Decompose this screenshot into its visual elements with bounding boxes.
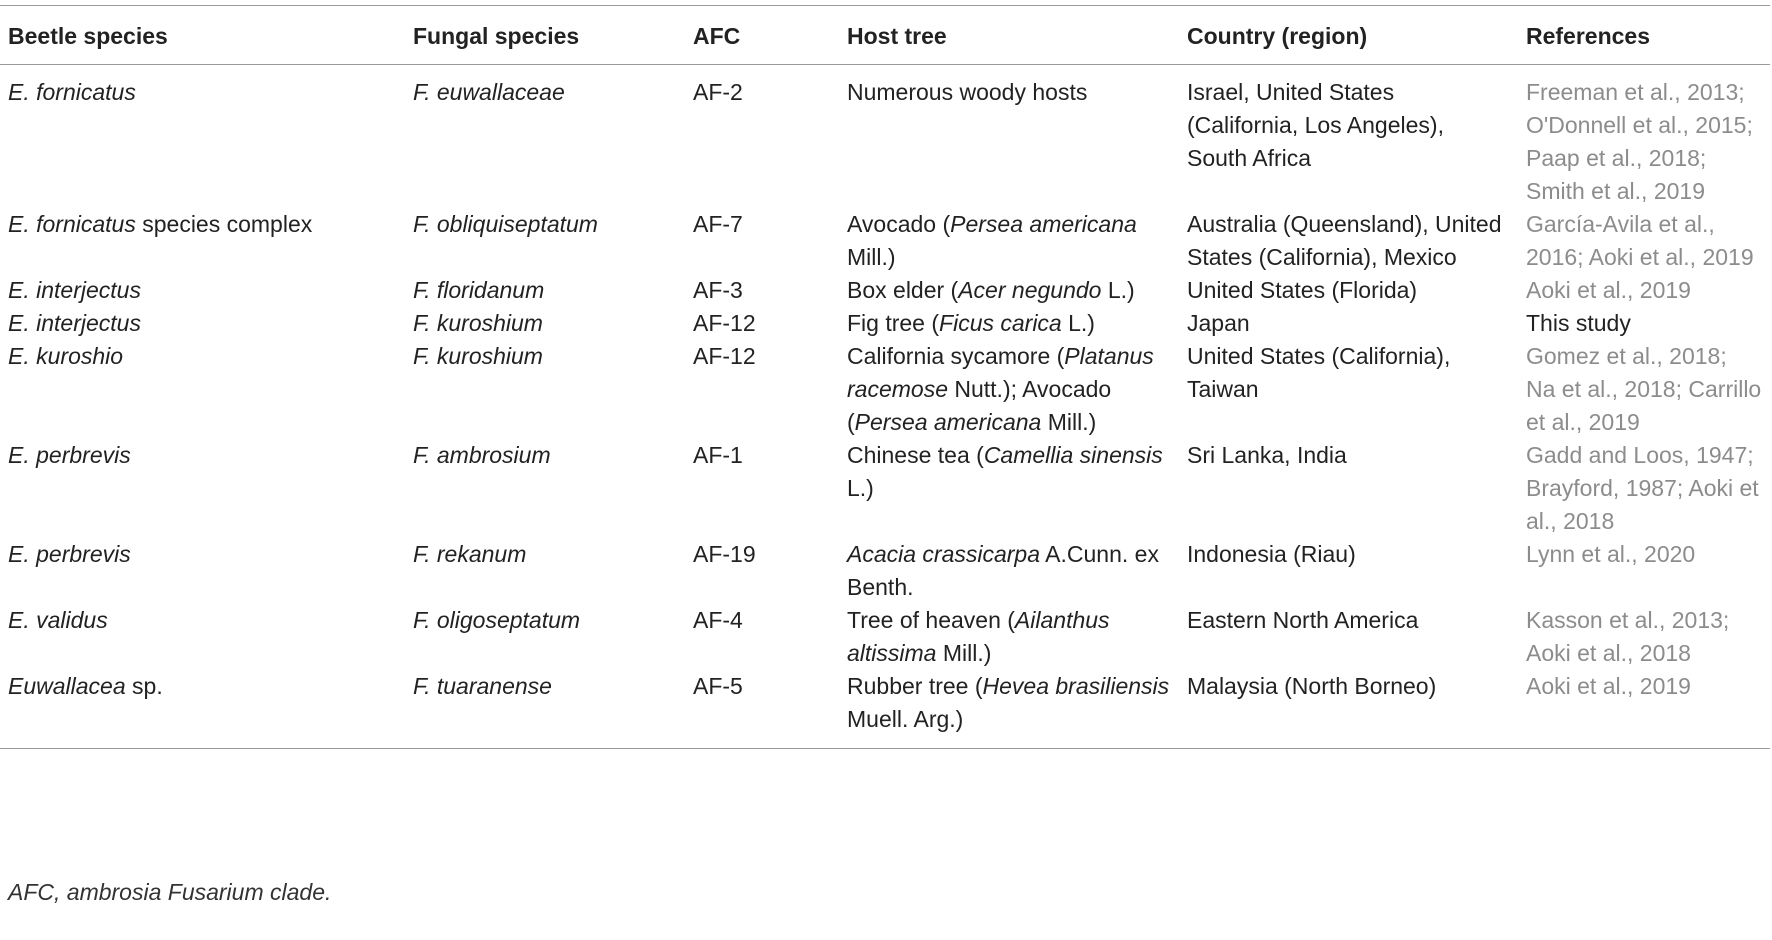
reference-link[interactable]: Gadd and Loos, 1947; Brayford, 1987; Aoki et al., 2018 [1526, 442, 1759, 534]
cell-fungal-species [405, 340, 685, 439]
cell-host-tree [839, 604, 1179, 670]
cell-host-tree-segment: Acacia crassicarpa [847, 541, 1041, 567]
cell-afc [685, 65, 839, 209]
table-body [0, 65, 1770, 749]
cell-host-tree-segment: Avocado ( [847, 211, 951, 237]
cell-fungal-species-text: F. kuroshium [413, 310, 543, 336]
cell-afc-text: AF-1 [693, 442, 743, 468]
reference-link[interactable]: Aoki et al., 2019 [1526, 673, 1691, 699]
cell-beetle-species-segment: E. kuroshio [8, 343, 124, 369]
reference-link[interactable]: García-Avila et al., 2016; Aoki et al., 2019 [1526, 211, 1754, 270]
cell-afc [685, 538, 839, 604]
cell-references[interactable] [1518, 65, 1770, 209]
cell-host-tree-segment: L.) [1101, 277, 1135, 303]
header-references: References [1526, 23, 1651, 49]
cell-beetle-species [0, 538, 405, 604]
cell-fungal-species-text: F. rekanum [413, 541, 527, 567]
cell-country-region [1179, 208, 1518, 274]
cell-beetle-species [0, 439, 405, 538]
cell-fungal-species [405, 307, 685, 340]
cell-references[interactable] [1518, 604, 1770, 670]
cell-host-tree [839, 208, 1179, 274]
cell-fungal-species-text: F. tuaranense [413, 673, 552, 699]
cell-country-region [1179, 670, 1518, 749]
cell-afc [685, 274, 839, 307]
cell-host-tree [839, 538, 1179, 604]
cell-beetle-species-segment: species complex [135, 211, 313, 237]
cell-beetle-species [0, 307, 405, 340]
cell-afc-text: AF-19 [693, 541, 756, 567]
cell-afc [685, 604, 839, 670]
cell-host-tree-segment: L.) [847, 475, 874, 501]
cell-fungal-species [405, 670, 685, 749]
cell-country-region [1179, 604, 1518, 670]
cell-host-tree-segment: Mill.) [847, 244, 896, 270]
cell-host-tree-segment: A.Cunn. ex Benth. [847, 541, 1159, 600]
cell-afc-text: AF-7 [693, 211, 743, 237]
cell-references [1518, 307, 1770, 340]
cell-country-region-text: United States (Florida) [1187, 277, 1418, 303]
cell-country-region-text: Malaysia (North Borneo) [1187, 673, 1437, 699]
cell-afc [685, 307, 839, 340]
cell-country-region-text: Sri Lanka, India [1187, 442, 1347, 468]
cell-country-region-text: Japan [1187, 310, 1250, 336]
cell-host-tree-segment: California sycamore ( [847, 343, 1065, 369]
header-fungal-species: Fungal species [413, 23, 580, 49]
cell-host-tree-segment: Persea americana [854, 409, 1042, 435]
cell-beetle-species-segment: Euwallacea [8, 673, 126, 699]
cell-beetle-species-segment: E. fornicatus [8, 211, 136, 237]
cell-afc [685, 670, 839, 749]
table-row [0, 340, 1770, 439]
cell-references[interactable] [1518, 670, 1770, 749]
cell-fungal-species-text: F. ambrosium [413, 442, 551, 468]
cell-beetle-species-segment: E. fornicatus [8, 79, 136, 105]
species-table [0, 5, 1770, 749]
cell-afc-text: AF-3 [693, 277, 743, 303]
cell-afc-text: AF-12 [693, 310, 756, 336]
cell-host-tree-segment: Platanus racemose [847, 343, 1154, 402]
table-header [0, 6, 1770, 65]
cell-host-tree-segment: Mill.) [1041, 409, 1097, 435]
table-row [0, 670, 1770, 749]
cell-host-tree-segment: Numerous woody hosts [847, 79, 1088, 105]
header-afc: AFC [693, 23, 741, 49]
cell-host-tree [839, 340, 1179, 439]
cell-fungal-species [405, 604, 685, 670]
cell-host-tree-segment: Tree of heaven ( [847, 607, 1015, 633]
cell-fungal-species [405, 274, 685, 307]
table-row [0, 208, 1770, 274]
cell-afc [685, 208, 839, 274]
cell-fungal-species [405, 538, 685, 604]
table-row [0, 65, 1770, 209]
cell-country-region-text: Australia (Queensland), United States (California), Mexico [1187, 211, 1502, 270]
reference-text: This study [1526, 310, 1631, 336]
cell-host-tree-segment: Ficus carica [939, 310, 1062, 336]
cell-host-tree-segment: Acer negundo [958, 277, 1102, 303]
table-row [0, 439, 1770, 538]
cell-beetle-species [0, 65, 405, 209]
cell-country-region [1179, 538, 1518, 604]
cell-country-region [1179, 274, 1518, 307]
cell-host-tree-segment: Persea americana [950, 211, 1137, 237]
reference-link[interactable]: Gomez et al., 2018; Na et al., 2018; Carrillo et al., 2019 [1526, 343, 1762, 435]
cell-host-tree-segment: Fig tree ( [847, 310, 940, 336]
cell-fungal-species-text: F. oligoseptatum [413, 607, 581, 633]
cell-beetle-species [0, 274, 405, 307]
cell-fungal-species-text: F. kuroshium [413, 343, 543, 369]
reference-link[interactable]: Aoki et al., 2019 [1526, 277, 1691, 303]
cell-fungal-species-text: F. floridanum [413, 277, 545, 303]
cell-references[interactable] [1518, 274, 1770, 307]
cell-host-tree-segment: Box elder ( [847, 277, 959, 303]
cell-beetle-species-segment: E. perbrevis [8, 442, 131, 468]
cell-fungal-species [405, 208, 685, 274]
cell-afc [685, 439, 839, 538]
table-row [0, 604, 1770, 670]
cell-fungal-species-text: F. obliquiseptatum [413, 211, 598, 237]
header-host-tree: Host tree [847, 23, 947, 49]
cell-afc [685, 340, 839, 439]
cell-beetle-species-segment: sp. [125, 673, 163, 699]
cell-host-tree-segment: Hevea brasiliensis [982, 673, 1170, 699]
cell-country-region-text: Indonesia (Riau) [1187, 541, 1356, 567]
cell-country-region-text: Israel, United States (California, Los Angeles), South Africa [1187, 79, 1444, 171]
cell-beetle-species [0, 670, 405, 749]
cell-references[interactable] [1518, 439, 1770, 538]
cell-host-tree-segment: Nutt.); Avocado ( [847, 376, 1112, 435]
cell-country-region [1179, 340, 1518, 439]
cell-afc-text: AF-4 [693, 607, 743, 633]
cell-host-tree-segment: Ailanthus altissima [847, 607, 1110, 666]
cell-afc-text: AF-12 [693, 343, 756, 369]
cell-country-region-text: Eastern North America [1187, 607, 1419, 633]
cell-beetle-species-segment: E. perbrevis [8, 541, 131, 567]
header-beetle-species: Beetle species [8, 23, 168, 49]
cell-references[interactable] [1518, 208, 1770, 274]
table-row [0, 538, 1770, 604]
reference-link[interactable]: Lynn et al., 2020 [1526, 541, 1696, 567]
cell-fungal-species [405, 65, 685, 209]
cell-host-tree-segment: Camellia sinensis [983, 442, 1163, 468]
table-row [0, 307, 1770, 340]
cell-afc-text: AF-5 [693, 673, 743, 699]
cell-host-tree-segment: Chinese tea ( [847, 442, 984, 468]
header-country-region: Country (region) [1187, 23, 1368, 49]
cell-country-region [1179, 65, 1518, 209]
cell-beetle-species-segment: E. interjectus [8, 310, 141, 336]
table-row [0, 274, 1770, 307]
cell-fungal-species-text: F. euwallaceae [413, 79, 565, 105]
cell-host-tree [839, 307, 1179, 340]
cell-beetle-species [0, 208, 405, 274]
cell-host-tree [839, 670, 1179, 749]
cell-country-region [1179, 439, 1518, 538]
cell-host-tree-segment: L.) [1061, 310, 1095, 336]
cell-country-region-text: United States (California), Taiwan [1187, 343, 1451, 402]
cell-fungal-species [405, 439, 685, 538]
reference-link[interactable]: Freeman et al., 2013; O'Donnell et al., 2015; Paap et al., 2018; Smith et al., 2019 [1526, 79, 1753, 204]
cell-host-tree [839, 274, 1179, 307]
cell-country-region [1179, 307, 1518, 340]
reference-link[interactable]: Kasson et al., 2013; Aoki et al., 2018 [1526, 607, 1730, 666]
cell-host-tree [839, 439, 1179, 538]
cell-host-tree-segment: Rubber tree ( [847, 673, 983, 699]
cell-host-tree [839, 65, 1179, 209]
cell-host-tree-segment: Muell. Arg.) [847, 706, 964, 732]
cell-references[interactable] [1518, 538, 1770, 604]
cell-beetle-species [0, 604, 405, 670]
cell-beetle-species [0, 340, 405, 439]
cell-afc-text: AF-2 [693, 79, 743, 105]
table-footnote: AFC, ambrosia Fusarium clade. [8, 879, 332, 905]
cell-beetle-species-segment: E. interjectus [8, 277, 141, 303]
cell-host-tree-segment: Mill.) [936, 640, 992, 666]
cell-references[interactable] [1518, 340, 1770, 439]
cell-beetle-species-segment: E. validus [8, 607, 108, 633]
